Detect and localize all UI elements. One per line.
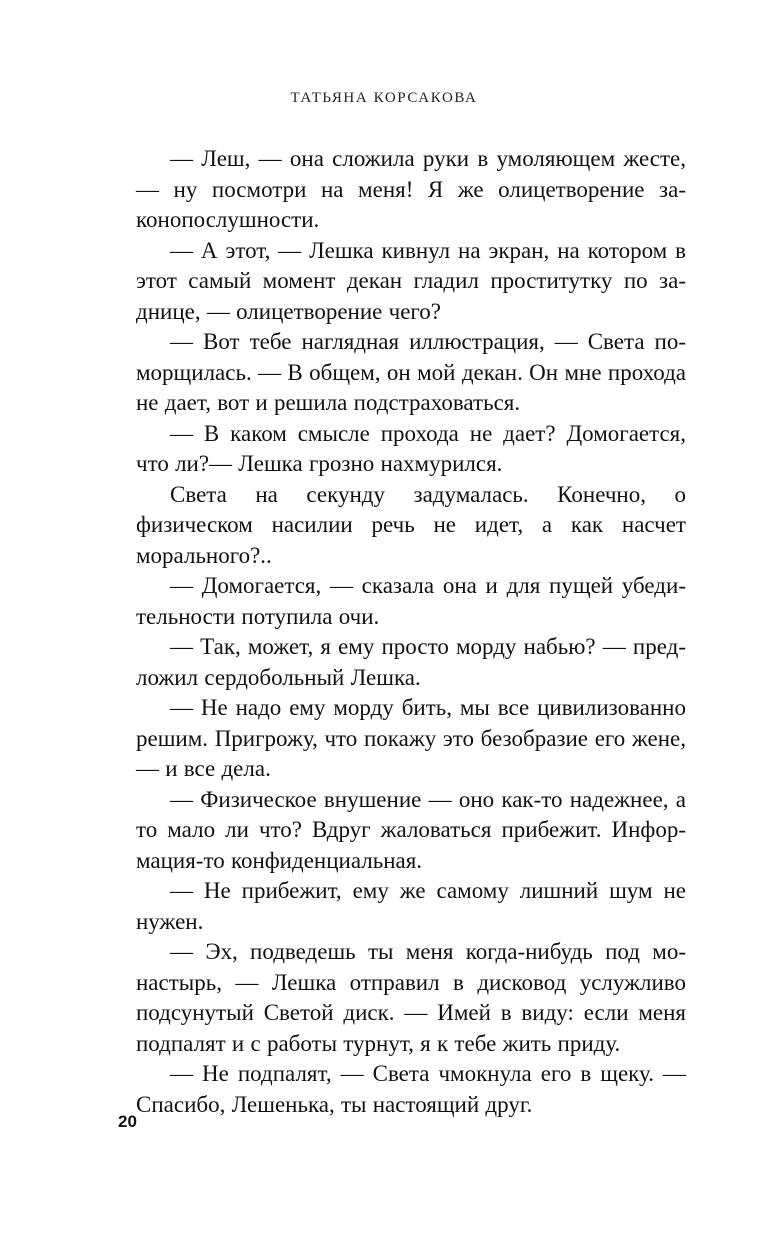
paragraph: — Леш, — она сложила руки в умоляющем жесте, — ну посмотри на меня! Я же олицетворение законопослушности. xyxy=(136,146,686,232)
page-number: 20 xyxy=(118,1112,137,1131)
paragraph: — А этот, — Лешка кивнул на экран, на котором в этот самый момент декан гладил проститутку по заднице, — олицетворение чего? xyxy=(136,237,686,324)
paragraph: — Так, может, я ему просто морду набью? — предложил сердобольный Лешка. xyxy=(136,634,686,690)
paragraph: — Не прибежит, ему же самому лишний шум не нужен. xyxy=(136,878,686,934)
running-header: ТАТЬЯНА КОРСАКОВА xyxy=(290,90,478,106)
paragraph: — Домогается, — сказала она и для пущей убедительности потупила очи. xyxy=(136,573,686,629)
body-text xyxy=(136,144,686,1120)
paragraph: — Не подпалят, — Света чмокнула его в щеку. — Спасибо, Лешенька, ты настоящий друг. xyxy=(136,1061,686,1117)
paragraph: Света на секунду задумалась. Конечно, о физическом насилии речь не идет, а как насчет морального?.. xyxy=(136,481,686,568)
paragraph: — Не надо ему морду бить, мы все цивилизованно решим. Пригрожу, что покажу это безобразие его жене, — и все дела. xyxy=(136,695,686,781)
paragraph: — Вот тебе наглядная иллюстрация, — Света поморщилась. — В общем, он мой декан. Он мне прохода не дает, вот и решила подстраховаться. xyxy=(136,329,686,415)
paragraph: — Эх, подведешь ты меня когда-нибудь под монастырь, — Лешка отправил в дисковод услужливо подсунутый Светой диск. — Имей в виду: если меня подпалят и с работы турнут, я к тебе жить приду. xyxy=(136,939,686,1056)
paragraph: — Физическое внушение — оно как-то надежнее, а то мало ли что? Вдруг жаловаться прибежит. Информация-то конфиденциальная. xyxy=(136,786,686,873)
paragraph: — В каком смысле прохода не дает? Домогается, что ли?— Лешка грозно нахмурился. xyxy=(136,420,686,476)
